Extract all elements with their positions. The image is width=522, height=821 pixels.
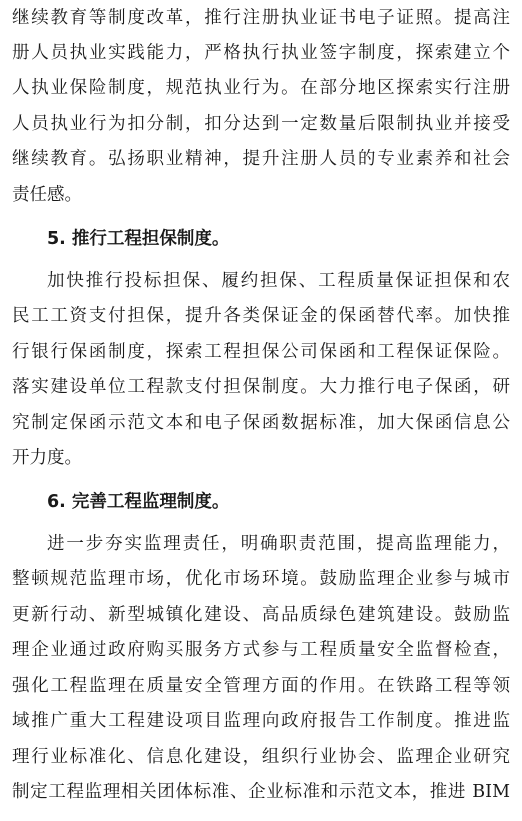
paragraph-line: 继续教育。弘扬职业精神，提升注册人员的专业素养和社会 <box>12 149 510 169</box>
paragraph-line: 域推广重大工程建设项目监理向政府报告工作制度。推进监 <box>12 711 510 731</box>
section-heading-6: 6. 完善工程监理制度。 <box>47 492 230 512</box>
paragraph-line: 开力度。 <box>12 448 82 468</box>
paragraph-line: 理行业标准化、信息化建设，组织行业协会、监理企业研究 <box>12 747 510 767</box>
paragraph-line: 行银行保函制度，探索工程担保公司保函和工程保证保险。 <box>12 342 510 362</box>
paragraph-line: 更新行动、新型城镇化建设、高品质绿色建筑建设。鼓励监 <box>12 605 510 625</box>
paragraph-line: 加快推行投标担保、履约担保、工程质量保证担保和农 <box>47 271 510 291</box>
paragraph-line: 强化工程监理在质量安全管理方面的作用。在铁路工程等领 <box>12 676 510 696</box>
paragraph-line: 册人员执业实践能力，严格执行执业签字制度，探索建立个 <box>12 43 510 63</box>
paragraph-line: 究制定保函示范文本和电子保函数据标准，加大保函信息公 <box>12 413 510 433</box>
paragraph-line: 民工工资支付担保，提升各类保证金的保函替代率。加快推 <box>12 306 510 326</box>
paragraph-line: 人员执业行为扣分制，扣分达到一定数量后限制执业并接受 <box>12 114 510 134</box>
paragraph-line: 制定工程监理相关团体标准、企业标准和示范文本，推进 BIM <box>12 782 510 802</box>
paragraph-line: 继续教育等制度改革，推行注册执业证书电子证照。提高注 <box>12 8 510 28</box>
paragraph-line: 责任感。 <box>12 185 82 205</box>
paragraph-line: 理企业通过政府购买服务方式参与工程质量安全监督检查， <box>12 640 510 660</box>
section-heading-5: 5. 推行工程担保制度。 <box>47 229 230 249</box>
paragraph-line: 人执业保险制度，规范执业行为。在部分地区探索实行注册 <box>12 78 510 98</box>
paragraph-line: 整顿规范监理市场，优化市场环境。鼓励监理企业参与城市 <box>12 569 510 589</box>
paragraph-line: 落实建设单位工程款支付担保制度。大力推行电子保函，研 <box>12 377 510 397</box>
paragraph-line: 进一步夯实监理责任，明确职责范围，提高监理能力， <box>47 534 510 554</box>
